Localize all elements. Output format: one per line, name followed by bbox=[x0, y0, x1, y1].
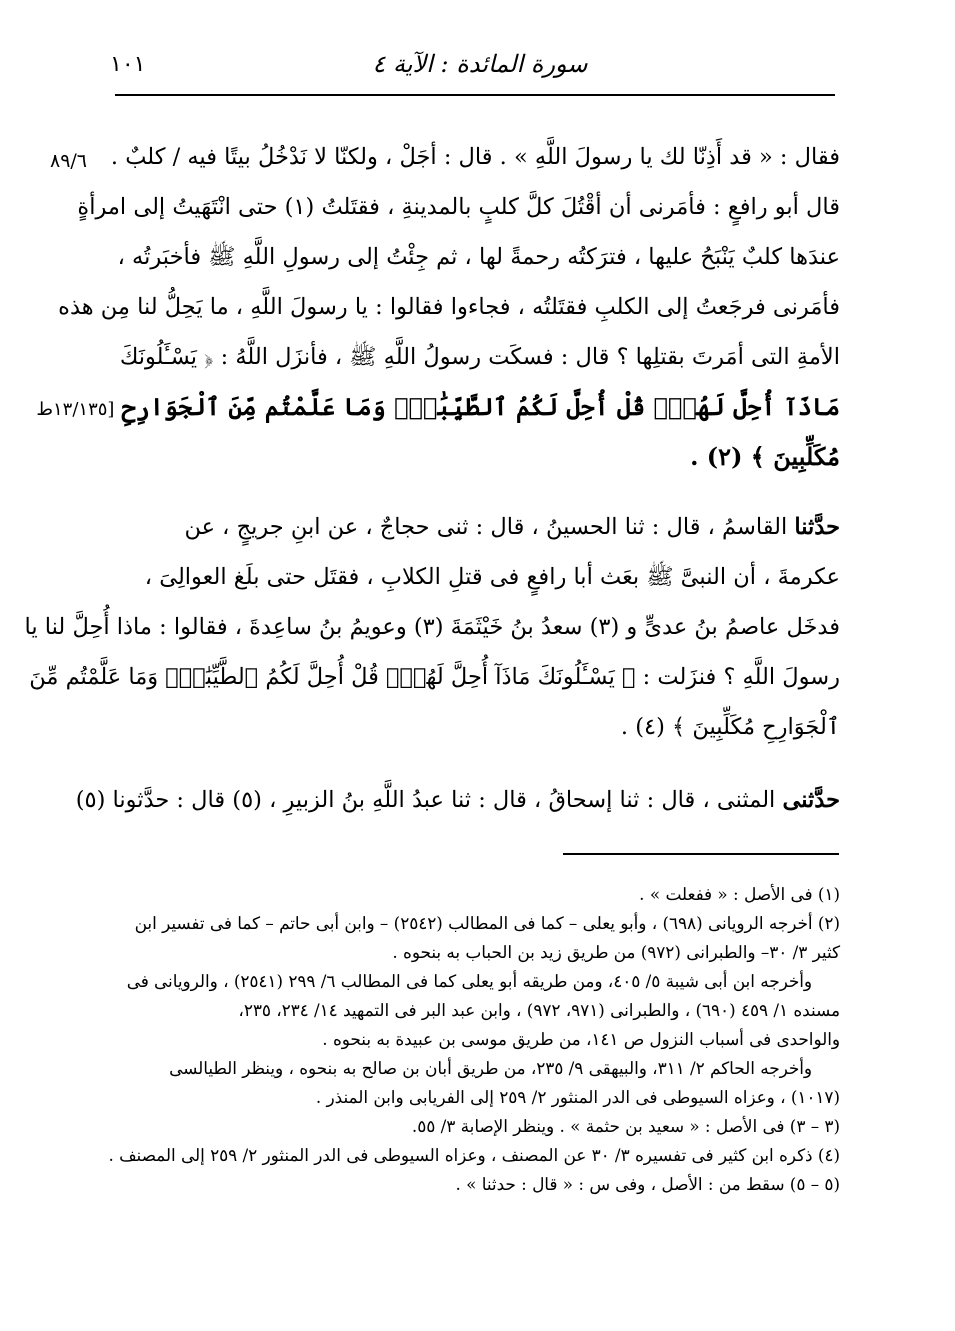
text-line bbox=[115, 432, 840, 482]
footnotes bbox=[108, 880, 840, 1199]
page-number: ١٠١ bbox=[110, 52, 146, 77]
text-line bbox=[115, 502, 840, 552]
text-line: فقال : « قد أَذِنّا لك يا رسولَ اللَّهِ » . قال : أجَلْ ، ولكنّا لا نَدْخُلُ بيتًا فيه / كلبٌ . bbox=[110, 144, 840, 170]
text-line: عكرمةَ ، أن النبىَّ ﷺ بعَث أبا رافعٍ فى قتلِ الكلابِ ، فقتَل حتى بلَغ العوالِىَ ، bbox=[144, 564, 840, 590]
paragraph-3 bbox=[75, 775, 840, 825]
footnote-line: (٥ – ٥) سقط من : الأصل ، وفى س : « قال : حدثنا » . bbox=[455, 1174, 840, 1194]
header-rule bbox=[115, 94, 835, 96]
text-line bbox=[75, 775, 840, 825]
isnad-lead: حدَّثنى bbox=[782, 787, 840, 813]
isnad-lead: حدَّثنا bbox=[794, 514, 840, 540]
footnote-line: مسنده ١/ ٤٥٩ (٦٩٠) ، والطبرانى (٩٧١، ٩٧٢) ، وابن عبد البر فى التمهيد ١٤/ ٢٣٤، ٢٣٥، bbox=[238, 1000, 840, 1020]
footnote-line: والواحدى فى أسباب النزول ص ١٤١، من طريق موسى بن عبيدة به بنحوه . bbox=[322, 1029, 840, 1049]
running-header-title: سورة المائدة : الآية ٤ bbox=[372, 50, 588, 78]
text-line: فأمَرنى فرجَعتُ إلى الكلبِ فقتَلتُه ، فجاءوا فقالوا : يا رسولَ اللَّهِ ، ما يَحِلُّ لنا مِن هذه bbox=[58, 294, 840, 320]
margin-volume-reference: ٨٩/٦ bbox=[50, 150, 88, 172]
quran-verse-line bbox=[36, 382, 840, 432]
text-line-rest: القاسمُ ، قال : ثنا الحسينُ ، قال : ثنى حجاجٌ ، عن ابنِ جريجٍ ، عن bbox=[184, 514, 795, 540]
footnote-line: وأخرجه ابن أبى شيبة ٥/ ٤٠٥، ومن طريقه أبو يعلى كما فى المطالب ٦/ ٢٩٩ (٢٥٤١) ، والرويانى فى bbox=[126, 971, 812, 991]
footnote-line: كثير ٣/ ٣٠– والطبرانى (٩٧٢) من طريق زيد بن الحباب به بنحوه . bbox=[392, 942, 840, 962]
quran-verse: مَاذَآ أُحِلَّ لَهُمْۖ قُلْ أُحِلَّ لَكُمُ ٱلطَّيِّبَٰتُۙ وَمَا عَلَّمْتُم مِّنَ ٱلْجَوَارِحِ bbox=[121, 392, 840, 421]
text-line: الأمةِ التى أمَرتَ بقتلِها ؟ قال : فسكَت رسولُ اللَّهِ ﷺ ، فأنزَل اللَّهُ : ﴿ يَسْـَٔلُونَكَ bbox=[119, 344, 840, 370]
text-line: فدخَل عاصمُ بنُ عدىٍّ و (٣) سعدُ بنُ خَيْثَمَةَ (٣) وعويمُ بنُ ساعِدةَ ، فقالوا : ماذا أُحِلَّ لنا يا bbox=[24, 614, 840, 640]
text-line: قال أبو رافعٍ : فأمَرنى أن أقْتُلَ كلَّ كلبٍ بالمدينةِ ، فقتَلتُ (١) حتى انْتَهَيتُ إلى امرأةٍ bbox=[77, 194, 840, 220]
footnote-rule bbox=[563, 853, 839, 855]
text-line: رسولَ اللَّهِ ؟ فنزَلت : ﴿ يَسْـَٔلُونَكَ مَاذَآ أُحِلَّ لَهُمْۖ قُلْ أُحِلَّ لَكُمُ ٱلطَّيِّبَٰتُۙ وَمَا عَلَّمْتُم مِّنَ bbox=[29, 664, 840, 690]
footnote-line: (١) فى الأصل : « ففعلت » . bbox=[639, 884, 840, 904]
text-line-rest: المثنى ، قال : ثنا إسحاقُ ، قال : ثنا عبدُ اللَّهِ بنُ الزبيرِ ، (٥) قال : حدَّثونا (٥) bbox=[75, 787, 783, 813]
text-line: ٱلْجَوَارِحِ مُكَلِّبِينَ ﴾ (٤) . bbox=[620, 714, 840, 740]
text-line: عندَها كلبٌ يَنْبَحُ عليها ، فترَكتُه رحمةً لها ، ثم جِئْتُ إلى رسولِ اللَّهِ ﷺ فأخبَرتُه ، bbox=[117, 244, 840, 270]
footnote-line: (٢) أخرجه الرويانى (٦٩٨) ، وأبو يعلى – كما فى المطالب (٢٥٤٢) – وابن أبى حاتم – كما فى تفسير ابن bbox=[134, 913, 840, 933]
quran-verse-end: مُكَلِّبِينَ ﴾ (٢) . bbox=[690, 442, 840, 471]
footnote-line: (٣ – ٣) فى الأصل : « سعيد بن حثمة » . وينظر الإصابة ٣/ ٥٥. bbox=[411, 1116, 840, 1136]
footnote-line: (٤) ذكره ابن كثير فى تفسيره ٣/ ٣٠ عن المصنف ، وعزاه السيوطى فى الدر المنثور ٢/ ٢٥٩ إلى المصنف . bbox=[108, 1145, 840, 1165]
paragraph-2 bbox=[24, 502, 840, 752]
footnote-line: (١٠١٧) ، وعزاه السيوطى فى الدر المنثور ٢/ ٢٥٩ إلى الفريابى وابن المنذر . bbox=[315, 1087, 840, 1107]
edition-page-reference: [١٣/١٣٥ط bbox=[36, 399, 115, 420]
footnote-line: وأخرجه الحاكم ٢/ ٣١١، والبيهقى ٩/ ٢٣٥، من طريق أبان بن صالح به بنحوه ، وينظر الطيالسى bbox=[169, 1058, 812, 1078]
